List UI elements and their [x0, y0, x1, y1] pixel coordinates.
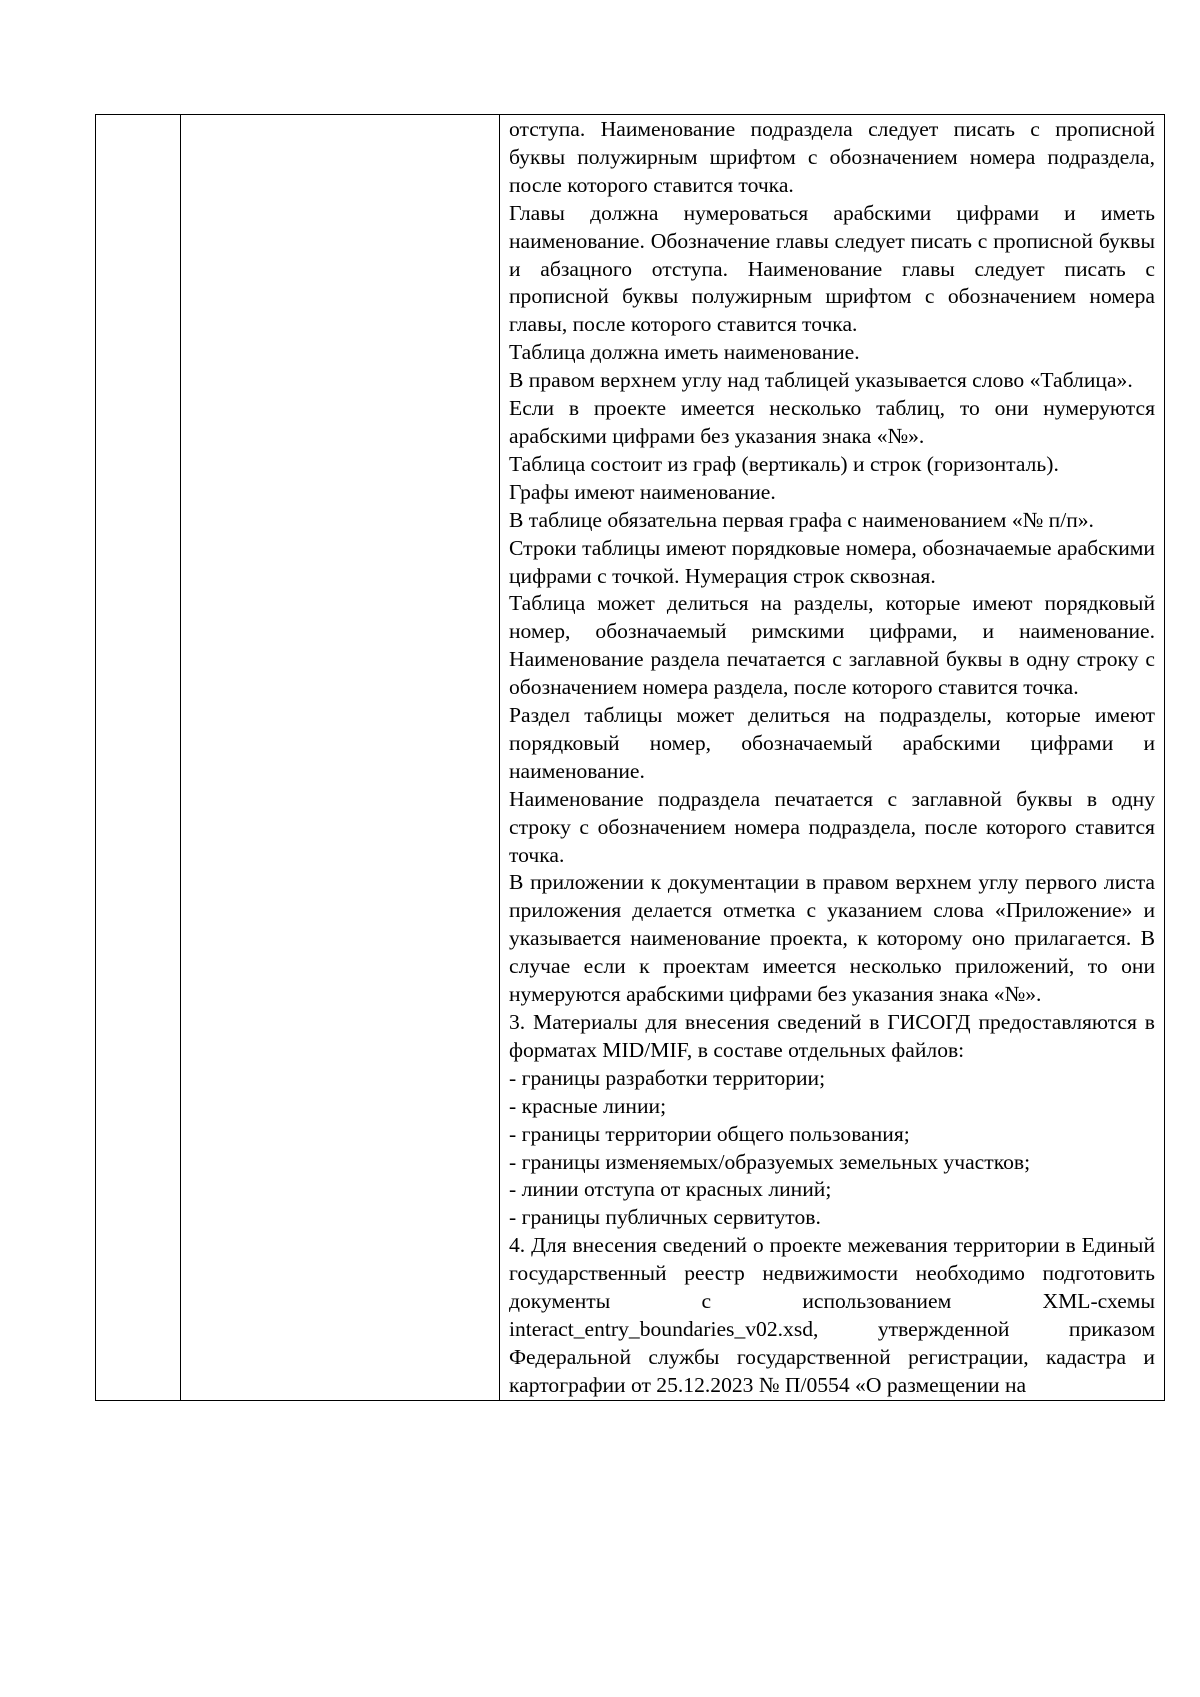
paragraph: Таблица должна иметь наименование. [509, 340, 860, 365]
requirements-table [95, 114, 1165, 1401]
list-item: - линии отступа от красных линий; [509, 1177, 832, 1202]
text-cell [500, 115, 1165, 1401]
paragraph: В таблице обязательна первая графа с наименованием «№ п/п». [509, 507, 1094, 532]
paragraph: 4. Для внесения сведений о проекте межевания территории в Единый государственный реестр недвижимости необходимо подготовить документы с использованием XML-схемы interact_entry_boundaries_v02.xsd, утвержденной приказом Федеральной службы государственной регистрации, кадастра и картографии от 25.12.2023 № П/0554 «О размещении на [509, 1233, 1155, 1397]
list-item: - красные линии; [509, 1093, 667, 1118]
paragraph: 3. Материалы для внесения сведений в ГИСОГД предоставляются в форматах MID/MIF, в составе отдельных файлов: [509, 1010, 1155, 1062]
table-row [96, 115, 1165, 1401]
list-item: - границы разработки территории; [509, 1065, 826, 1090]
paragraph: Наименование подраздела печатается с заглавной буквы в одну строку с обозначением номера подраздела, после которого ставится точка. [509, 786, 1155, 867]
name-cell [181, 115, 500, 1401]
paragraph: Главы должна нумероваться арабскими цифрами и иметь наименование. Обозначение главы следует писать с прописной буквы и абзацного отступа. Наименование главы следует писать с прописной буквы полужирным шрифтом с обозначением номера главы, после которого ставится точка. [509, 200, 1155, 337]
number-cell [96, 115, 181, 1401]
list-item: - границы изменяемых/образуемых земельных участков; [509, 1149, 1031, 1174]
paragraph: В правом верхнем углу над таблицей указывается слово «Таблица». [509, 368, 1133, 393]
paragraph: Раздел таблицы может делиться на подразделы, которые имеют порядковый номер, обозначаемый арабскими цифрами и наименование. [509, 703, 1155, 783]
paragraph: Таблица состоит из граф (вертикаль) и строк (горизонталь). [509, 451, 1059, 476]
list-item: - границы публичных сервитутов. [509, 1205, 821, 1230]
paragraph: Графы имеют наименование. [509, 479, 776, 504]
paragraph: отступа. Наименование подраздела следует писать с прописной буквы полужирным шрифтом с обозначением номера подраздела, после которого ставится точка. [509, 117, 1155, 197]
paragraph: Строки таблицы имеют порядковые номера, обозначаемые арабскими цифрами с точкой. Нумерация строк сквозная. [509, 535, 1155, 588]
paragraph: Таблица может делиться на разделы, которые имеют порядковый номер, обозначаемый римскими цифрами, и наименование. Наименование раздела печатается с заглавной буквы в одну строку с обозначением номера раздела, после которого ставится точка. [509, 591, 1155, 700]
paragraph: Если в проекте имеется несколько таблиц, то они нумеруются арабскими цифрами без указания знака «№». [509, 396, 1155, 448]
paragraph: В приложении к документации в правом верхнем углу первого листа приложения делается отметка с указанием слова «Приложение» и указывается наименование проекта, к которому оно прилагается. В случае если к проектам имеется несколько приложений, то они нумеруются арабскими цифрами без указания знака «№». [509, 870, 1155, 1007]
list-item: - границы территории общего пользования; [509, 1121, 910, 1146]
